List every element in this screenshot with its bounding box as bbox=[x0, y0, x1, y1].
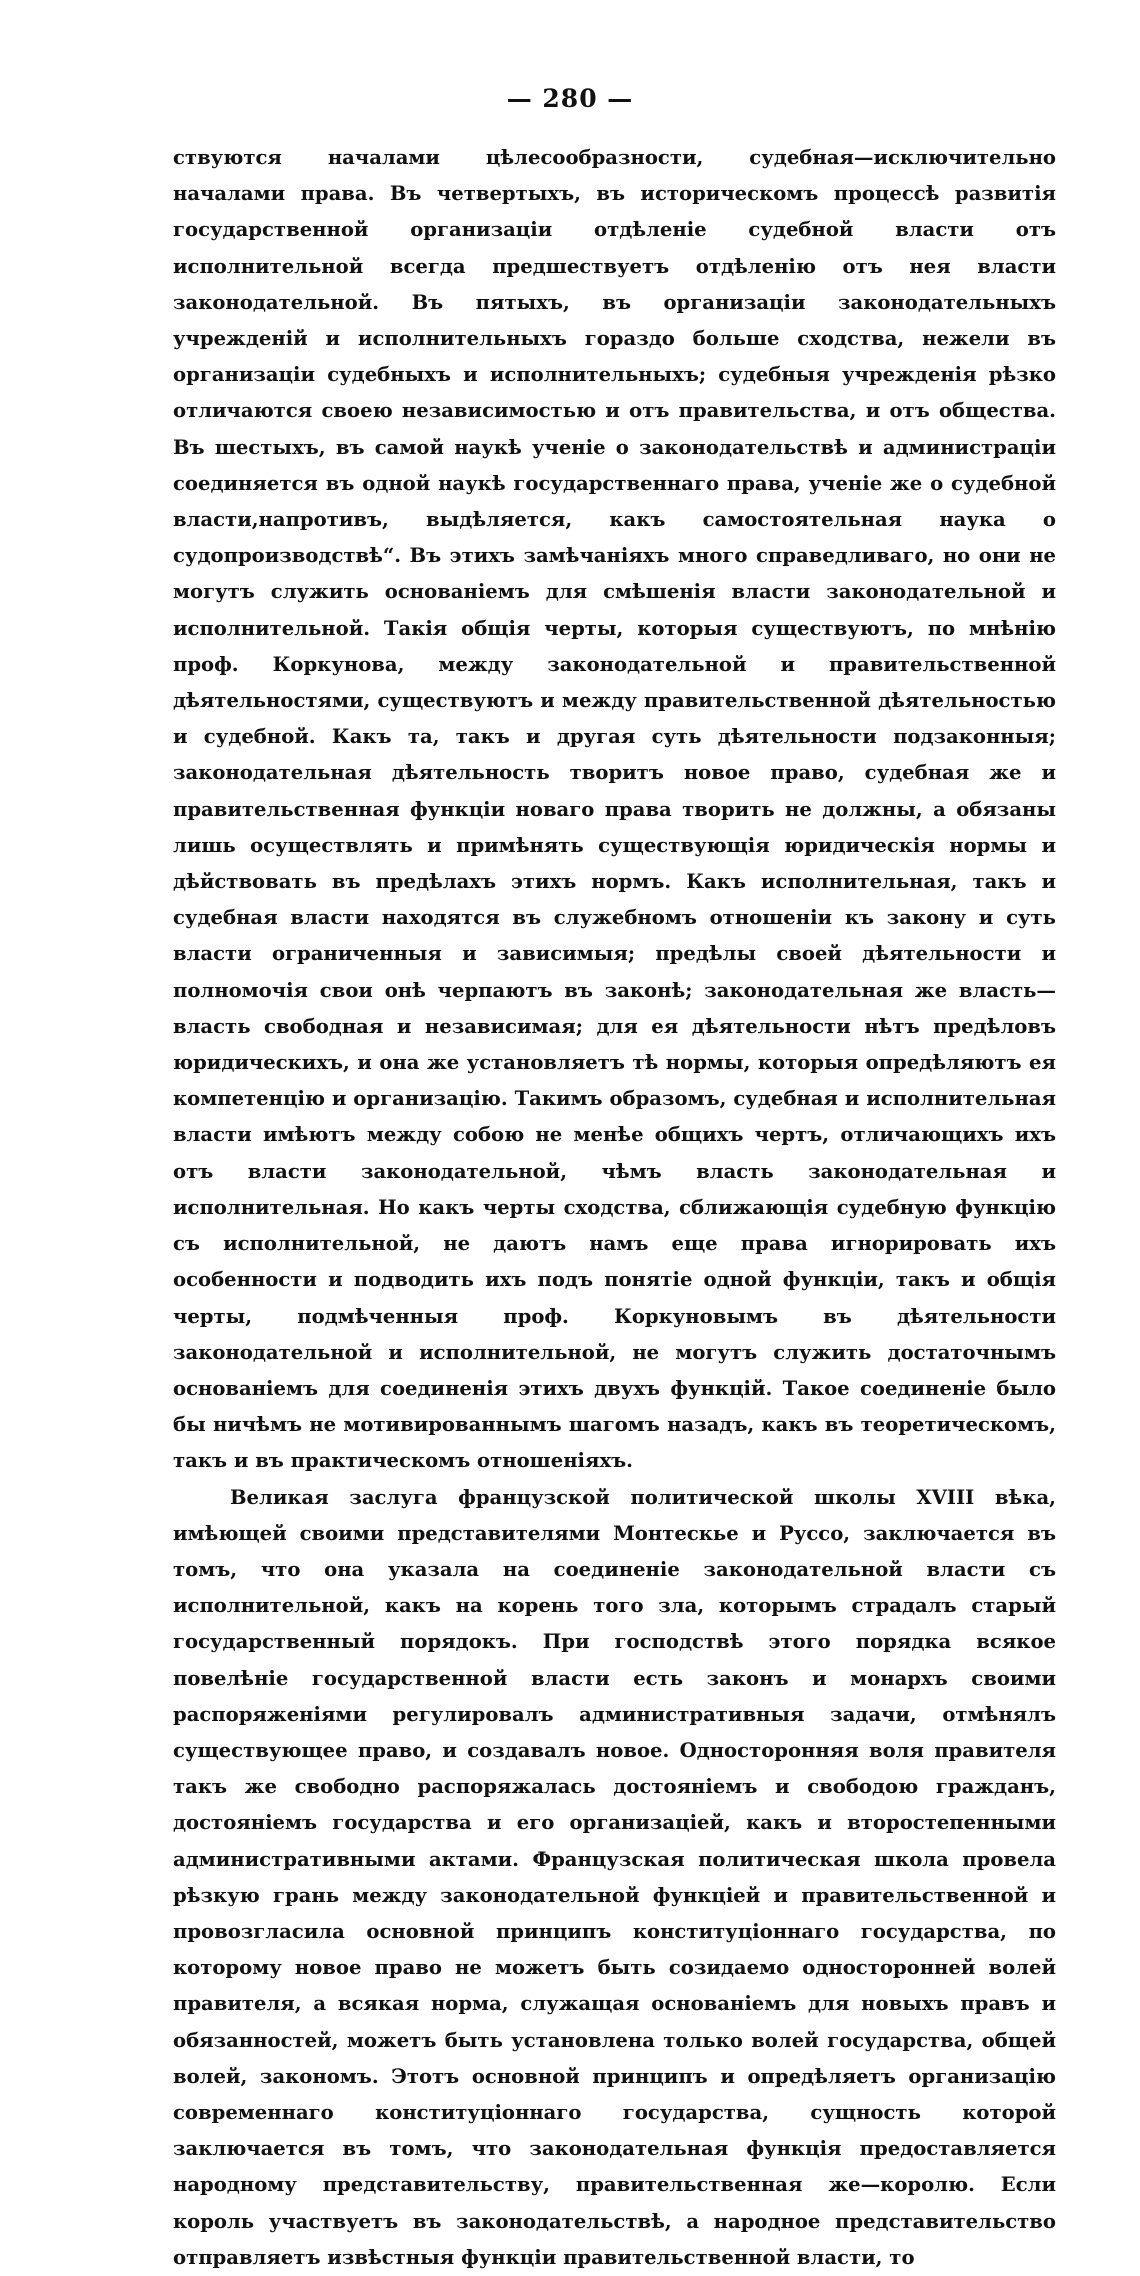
page-number: — 280 — bbox=[506, 84, 634, 113]
paragraph-1: ствуются началами цѣлесообразности, судебная—исключительно началами права. Въ четвертыхъ, въ историческомъ процессѣ развитія государственной организаціи отдѣленіе судебной власти отъ исполнительной всегда предшествуетъ отдѣленію отъ нея власти законодательной. Въ пятыхъ, въ организаціи законодательныхъ учрежденій и исполнительныхъ гораздо больше сходства, нежели въ организаціи судебныхъ и исполнительныхъ; судебныя учрежденія рѣзко отличаются своею независимостью и отъ правительства, и отъ общества. Въ шестыхъ, въ самой наукѣ ученіе о законодательствѣ и администраціи соединяется въ одной наукѣ государственнаго права, ученіе же о судебной власти,напротивъ, выдѣляется, какъ самостоятельная наука о судопроизводствѣ“. Въ этихъ замѣчаніяхъ много справедливаго, но они не могутъ служить основаніемъ для смѣшенія власти законодательной и исполнительной. Такія общія черты, которыя существуютъ, по мнѣнію проф. Коркунова, между законодательной и правительственной дѣятельностями, существуютъ и между правительственной дѣятельностью и судебной. Какъ та, такъ и другая суть дѣятельности подзаконныя; законодательная дѣятельность творитъ новое право, судебная же и правительственная функціи новаго права творить не должны, а обязаны лишь осуществлять и примѣнять существующія юридическія нормы и дѣйствовать въ предѣлахъ этихъ нормъ. Какъ исполнительная, такъ и судебная власти находятся въ служебномъ отношеніи къ закону и суть власти ограниченныя и зависимыя; предѣлы своей дѣятельности и полномочія свои онѣ черпаютъ въ законѣ; законодательная же власть—власть свободная и независимая; для ея дѣятельности нѣтъ предѣловъ юридическихъ, и она же установляетъ тѣ нормы, которыя опредѣляютъ ея компетенцію и организацію. Такимъ образомъ, судебная и исполнительная власти имѣютъ между собою не менѣе общихъ чертъ, отличающихъ ихъ отъ власти законодательной, чѣмъ власть законодательная и исполнительная. Но какъ черты сходства, сближающія судебную функцію съ исполнительной, не даютъ намъ еще права игнорировать ихъ особенности и подводить ихъ подъ понятіе одной функціи, такъ и общія черты, подмѣченныя проф. Коркуновымъ въ дѣятельности законодательной и исполнительной, не могутъ служить достаточнымъ основаніемъ для соединенія этихъ двухъ функцій. Такое соединеніе было бы ничѣмъ не мотивированнымъ шагомъ назадъ, какъ въ теоретическомъ, такъ и въ практическомъ отношеніяхъ. bbox=[173, 146, 1056, 1473]
body-text bbox=[173, 140, 1056, 2276]
paragraph-2: Великая заслуга французской политической школы XVIII вѣка, имѣющей своими представителями Монтескье и Руссо, заключается въ томъ, что она указала на соединеніе законодательной власти съ исполнительной, какъ на корень того зла, которымъ страдалъ старый государственный порядокъ. При господствѣ этого порядка всякое повелѣніе государственной власти есть законъ и монархъ своими распоряженіями регулировалъ административныя задачи, отмѣнялъ существующее право, и создавалъ новое. Односторонняя воля правителя такъ же свободно распоряжалась достояніемъ и свободою гражданъ, достояніемъ государства и его организаціей, какъ и второстепенными административными актами. Французская политическая школа провела рѣзкую грань между законодательной функціей и правительственной и провозгласила основной принципъ конституціоннаго государства, по которому новое право не можетъ быть созидаемо односторонней волей правителя, а всякая норма, служащая основаніемъ для новыхъ правъ и обязанностей, можетъ быть установлена только волей государства, общей волей, закономъ. Этотъ основной принципъ и опредѣляетъ организацію современнаго конституціоннаго государства, сущность которой заключается въ томъ, что законодательная функція предоставляется народному представительству, правительственная же—королю. Если король участвуетъ въ законодательствѣ, а народное представительство отправляетъ извѣстныя функціи правительственной власти, то bbox=[173, 1485, 1056, 2269]
